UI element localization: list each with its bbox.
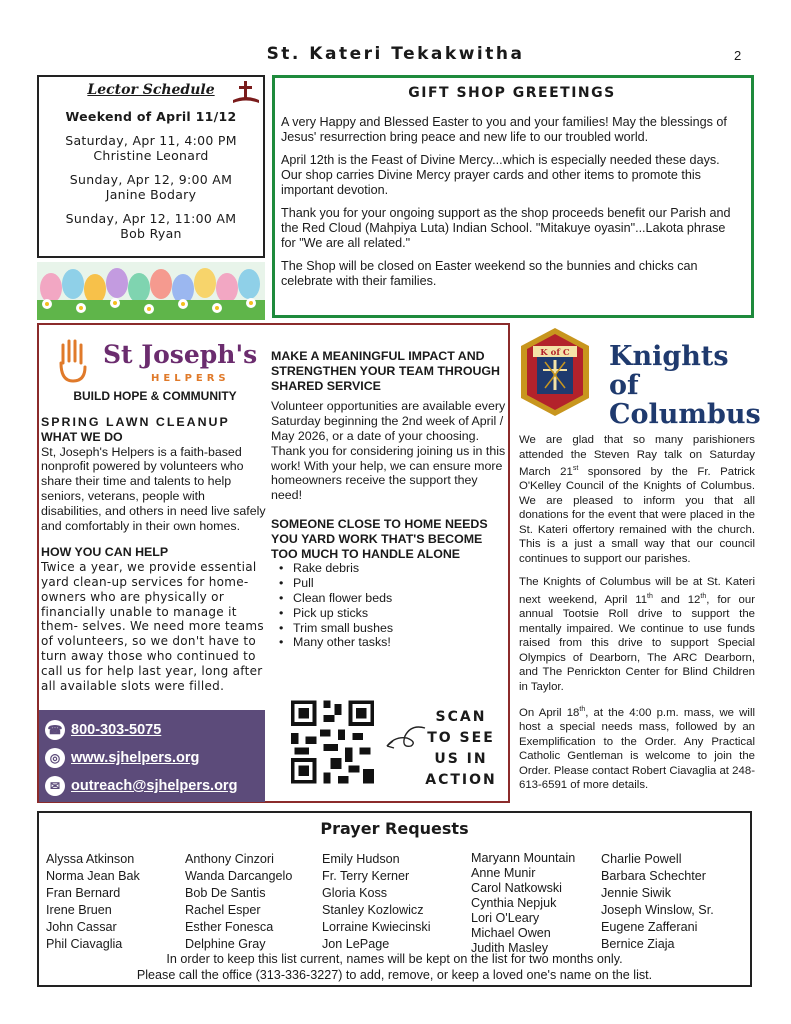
list-item: • Rake debris xyxy=(271,561,511,576)
lector-time: Saturday, Apr 11, 4:00 PM xyxy=(65,133,237,148)
sj-impact-heading: MAKE A MEANINGFUL IMPACT AND STRENGTHEN YOUR TEAM THROUGH SHARED SERVICE xyxy=(271,349,501,393)
sj-phone: 800-303-5075 xyxy=(71,722,162,738)
list-item: Norma Jean Bak xyxy=(46,869,140,883)
list-item: Carol Natkowski xyxy=(471,881,562,895)
page-number: 2 xyxy=(734,48,742,63)
sj-task-list xyxy=(271,561,511,650)
kofc-emblem-text: K of C xyxy=(540,348,570,358)
easter-eggs-image xyxy=(37,262,265,320)
prayer-footer-line: In order to keep this list current, names will be kept on the list for two months only. xyxy=(166,952,623,966)
list-item: Alyssa Atkinson xyxy=(46,852,135,866)
prayer-footer xyxy=(39,951,750,983)
gift-shop-title: GIFT SHOP GREETINGS xyxy=(408,85,616,101)
lector-entry xyxy=(39,133,263,163)
list-item: Jon LePage xyxy=(322,937,390,951)
kofc-brand-line1: Knights of xyxy=(609,341,729,401)
kofc-brand xyxy=(609,342,761,429)
gift-shop-paragraph: A very Happy and Blessed Easter to you and your families! May the blessings of Jesus' resurrection bring peace and new life to our troubled world. xyxy=(281,115,727,144)
kofc-paragraph: On April 18th, at the 4:00 p.m. mass, we will host a special needs mass, followed by an Exemplification to the Order. Any Practical Catholic Gentleman is welcome to join the Order. Please contact Robert Ciavaglia at 248-613-6591 of more details. xyxy=(519,706,755,792)
scan-line: SCAN xyxy=(435,709,487,725)
list-item: Anne Munir xyxy=(471,866,536,880)
lector-schedule-box xyxy=(37,75,265,258)
sj-helpers-box xyxy=(37,323,510,803)
page-title: St. Kateri Tekakwitha xyxy=(266,44,525,64)
lector-entry xyxy=(39,172,263,202)
list-item: Esther Fonesca xyxy=(185,920,274,934)
list-item: Irene Bruen xyxy=(46,903,112,917)
lector-time: Sunday, Apr 12, 11:00 AM xyxy=(65,211,237,226)
list-item: Delphine Gray xyxy=(185,937,266,951)
list-item: Joseph Winslow, Sr. xyxy=(601,903,714,917)
list-item: • Clean flower beds xyxy=(271,591,511,606)
kofc-body xyxy=(519,433,755,802)
prayer-footer-line: Please call the office (313-336-3227) to add, remove, or keep a loved one's name on the list. xyxy=(136,968,653,982)
list-item: Emily Hudson xyxy=(322,852,400,866)
email-icon: ✉ xyxy=(45,776,65,796)
sj-helpers-logo xyxy=(55,333,275,388)
list-item: Fr. Terry Kerner xyxy=(322,869,410,883)
sj-email-link[interactable] xyxy=(45,776,237,796)
sj-website: www.sjhelpers.org xyxy=(71,750,200,766)
prayer-column xyxy=(471,851,575,956)
scan-line: ACTION xyxy=(425,772,497,788)
prayer-requests-box xyxy=(37,811,752,987)
list-item: John Cassar xyxy=(46,920,117,934)
list-item: Maryann Mountain xyxy=(471,851,576,865)
list-item: Cynthia Nepjuk xyxy=(471,896,557,910)
sj-someone-heading: SOMEONE CLOSE TO HOME NEEDS YOU YARD WORK THAT'S BECOME TOO MUCH TO HANDLE ALONE xyxy=(271,516,488,561)
list-item: Barbara Schechter xyxy=(601,869,707,883)
sj-help-heading: HOW YOU CAN HELP xyxy=(41,545,169,560)
list-item: Bob De Santis xyxy=(185,886,266,900)
sj-contact-panel xyxy=(39,710,265,802)
kofc-section xyxy=(517,323,761,803)
prayer-column xyxy=(46,851,140,953)
cross-bible-icon xyxy=(231,80,261,106)
list-item: Gloria Koss xyxy=(322,886,388,900)
list-item: Phil Ciavaglia xyxy=(46,937,123,951)
list-item: • Trim small bushes xyxy=(271,621,511,636)
prayer-title: Prayer Requests xyxy=(320,819,469,838)
gift-shop-paragraph: Thank you for your ongoing support as the shop proceeds benefit our Parish and the Red Cloud (Mahpiya Luta) Indian School. "Mitakuye oyasin"...Lakota phrase for "We are all related." xyxy=(281,206,731,250)
phone-icon: ☎ xyxy=(45,720,65,740)
lector-time: Sunday, Apr 12, 9:00 AM xyxy=(69,172,233,187)
sj-logo-sub: HELPERS xyxy=(151,373,230,384)
list-item: Fran Bernard xyxy=(46,886,121,900)
sj-what-heading: WHAT WE DO xyxy=(41,429,123,444)
list-item: Bernice Ziaja xyxy=(601,937,675,951)
gift-shop-box xyxy=(272,75,754,318)
list-item: Michael Owen xyxy=(471,926,551,940)
gift-shop-paragraph: The Shop will be closed on Easter weekend so the bunnies and chicks can celebrate with their families. xyxy=(281,259,698,288)
sj-tagline: BUILD HOPE & COMMUNITY xyxy=(73,389,237,403)
list-item: Eugene Zafferani xyxy=(601,920,698,934)
sj-help-text: Twice a year, we provide essential yard clean-up services for home-owners who are physically or financially unable to manage it them- selves. We need more teams of volunteers, so we don't have to turn away those who continued to call us for help last year, long after all available slots were filled. xyxy=(41,560,264,693)
sj-what-text: St, Joseph's Helpers is a faith-based nonprofit powered by volunteers who share their time and talents to help seniors, veterans, people with disabilities, and others in need live safely and comfortably in their own homes. xyxy=(41,444,266,533)
globe-icon: ◎ xyxy=(45,748,65,768)
lector-entry xyxy=(39,211,263,241)
prayer-column xyxy=(322,851,431,953)
list-item: Lori O'Leary xyxy=(471,911,540,925)
kofc-paragraph: We are glad that so many parishioners attended the Steven Ray talk on Saturday March 21st sponsored by the Fr. Patrick O'Kelley Council of the Knights of Columbus. We are pleased to inform you that all donations for the event that were placed in the St. Kateri offertory remained with the church. This is a just a small way that our council continues to support our parishes. xyxy=(519,434,755,565)
lector-reader: Christine Leonard xyxy=(93,148,209,163)
list-item: Stanley Kozlowicz xyxy=(322,903,424,917)
qr-code[interactable] xyxy=(285,697,380,787)
list-item: Charlie Powell xyxy=(601,852,682,866)
scan-line: US IN xyxy=(434,751,488,767)
kofc-emblem-icon xyxy=(519,326,591,418)
list-item: • Pick up sticks xyxy=(271,606,511,621)
scan-line: TO SEE xyxy=(427,730,495,746)
list-item: • Many other tasks! xyxy=(271,635,511,650)
list-item: Anthony Cinzori xyxy=(185,852,274,866)
sj-email: outreach@sjhelpers.org xyxy=(71,778,238,794)
gift-shop-paragraph: April 12th is the Feast of Divine Mercy...which is especially needed these days. Our shop carries Divine Mercy prayer cards and other items to promote this important devotion. xyxy=(281,153,720,197)
kofc-brand-line2: Columbus xyxy=(609,399,761,430)
sj-right-column xyxy=(271,349,511,650)
list-item: Rachel Esper xyxy=(185,903,261,917)
sj-left-column xyxy=(41,415,266,693)
scan-callout xyxy=(421,707,501,791)
sj-website-link[interactable] xyxy=(45,748,199,768)
prayer-column xyxy=(601,851,714,953)
sj-spring-heading: SPRING LAWN CLEANUP xyxy=(41,415,230,429)
sj-logo-text: St Joseph's xyxy=(103,340,258,369)
list-item: • Pull xyxy=(271,576,511,591)
list-item: Lorraine Kwiecinski xyxy=(322,920,431,934)
lector-reader: Bob Ryan xyxy=(120,226,182,241)
list-item: Wanda Darcangelo xyxy=(185,869,293,883)
prayer-column xyxy=(185,851,292,953)
list-item: Judith Masley xyxy=(471,941,548,955)
sj-impact-text: Volunteer opportunities are available every Saturday beginning the 2nd week of April / May 2026, or a date of your choosing. Thank you for considering joining us in this work! With your help, we can ensure more homeowners receive the support they need! xyxy=(271,399,506,503)
lector-weekend: Weekend of April 11/12 xyxy=(65,109,237,124)
kofc-paragraph: The Knights of Columbus will be at St. Kateri next weekend, April 11th and 12th, for our annual Tootsie Roll drive to support the mentally impaired. We continue to use funds raised from this drive to support Special Olympics of Dearborn, The ARC Dearborn, and The Penrickton Center for Blind Children in Taylor. xyxy=(519,576,755,693)
lector-title: Lector Schedule xyxy=(87,82,215,98)
lector-reader: Janine Bodary xyxy=(105,187,197,202)
list-item: Jennie Siwik xyxy=(601,886,671,900)
sj-phone-link[interactable] xyxy=(45,720,161,740)
